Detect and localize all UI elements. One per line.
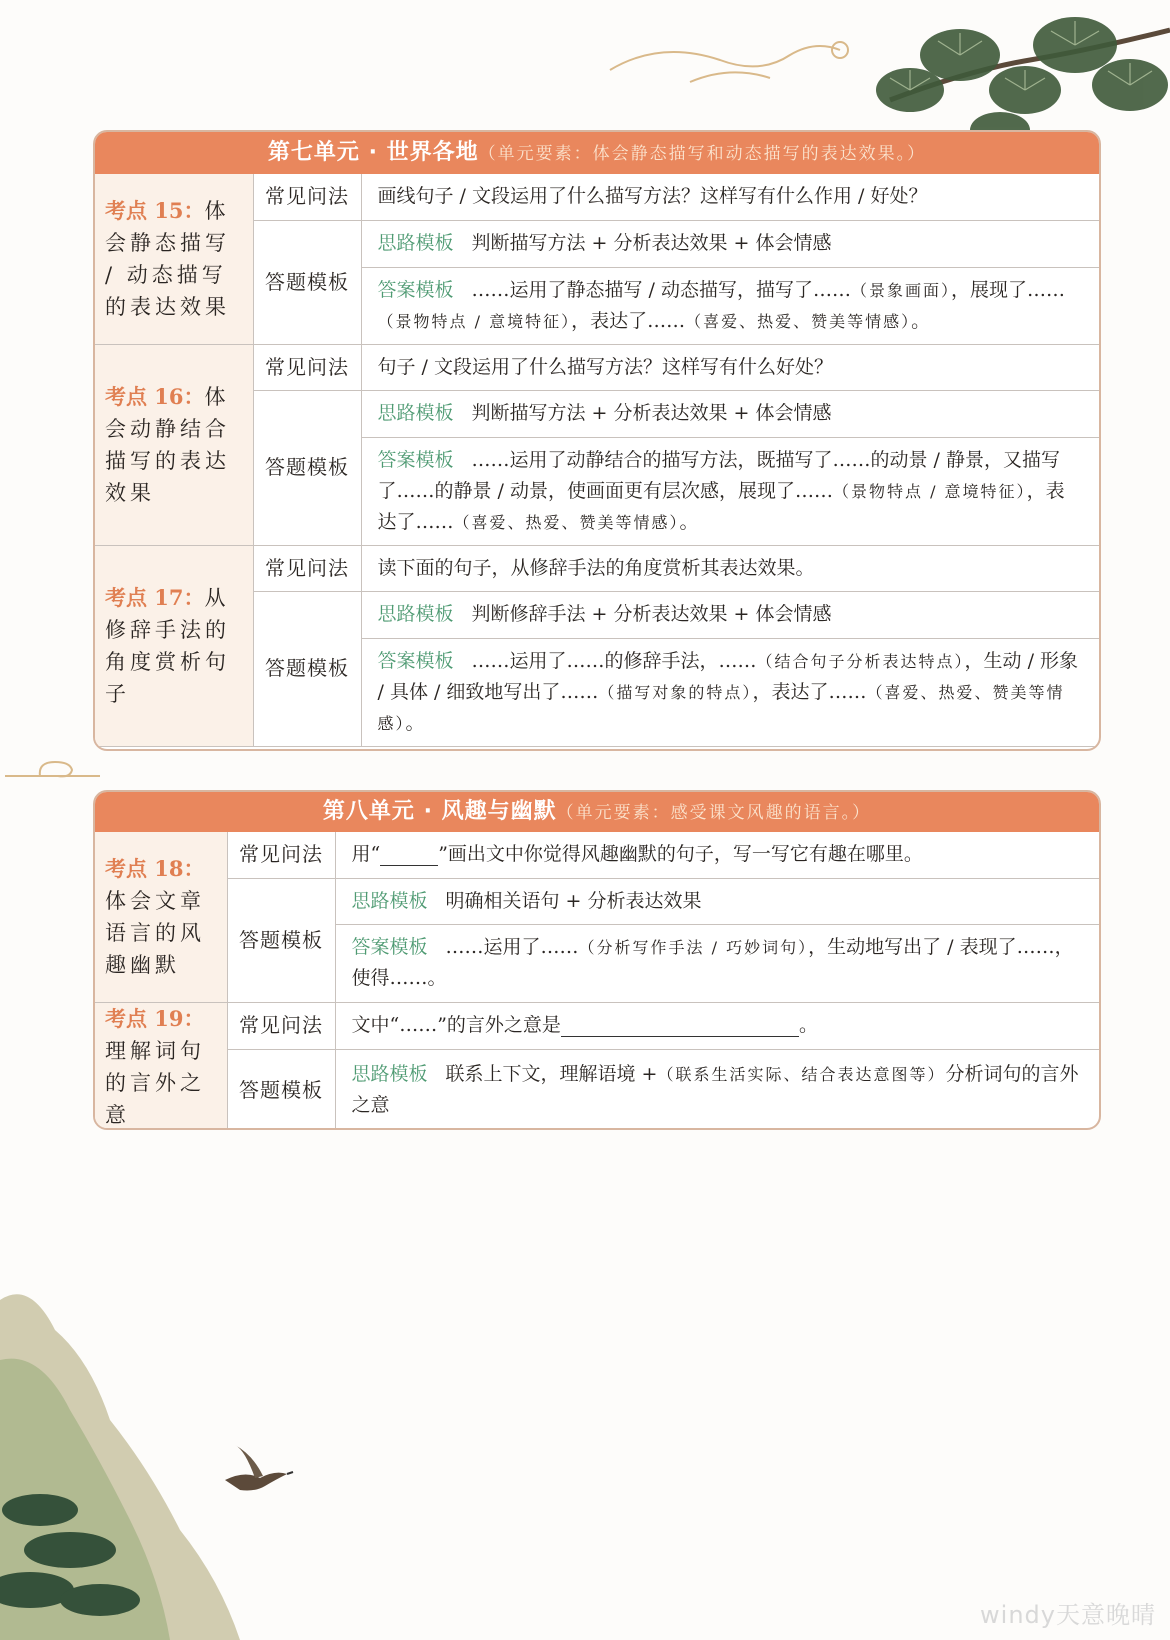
template-label: 答题模板: [253, 390, 361, 545]
unit7-panel: [93, 130, 1101, 751]
answer-note: （分析写作手法 / 巧妙词句）: [578, 938, 809, 957]
idea-template-label: 思路模板: [351, 889, 428, 912]
underline-blank: [561, 1016, 799, 1037]
answer-note: （景物特点 / 意境特征）: [832, 481, 1027, 501]
answer-template-row: [361, 267, 1099, 344]
question-label: 常见问法: [253, 545, 361, 591]
keypoint-18-name: 体会文章语言的风趣幽默: [105, 888, 205, 977]
keypoint-17: 考点 17：从修辞手法的角度赏析句子: [95, 545, 253, 746]
keypoint-19-name: 理解词句的言外之意: [105, 1038, 205, 1127]
watermark: windy天意晚晴: [980, 1601, 1156, 1629]
question-label: 常见问法: [253, 174, 361, 220]
answer-template-row: [335, 924, 1099, 1002]
underline-blank: [380, 845, 438, 866]
keypoint-16: 考点 16：体会动静结合描写的表达效果: [95, 344, 253, 545]
answer-text: ，展现了……: [951, 278, 1066, 301]
question-text: 句子 / 文段运用了什么描写方法？这样写有什么好处？: [361, 344, 1099, 390]
answer-text: ……运用了静态描写 / 动态描写，描写了……: [471, 278, 851, 301]
answer-note: （喜爱、热爱、赞美等情感）: [453, 512, 680, 532]
unit7-subtitle: （单元要素：体会静态描写和动态描写的表达效果。）: [478, 144, 927, 164]
unit8-subtitle: （单元要素：感受课文风趣的语言。）: [556, 803, 872, 823]
question-label: 常见问法: [227, 1002, 335, 1050]
answer-note: （描写对象的特点）: [598, 682, 753, 702]
question-text: 读下面的句子，从修辞手法的角度赏析其表达效果。: [361, 545, 1099, 591]
question-part: 用“: [351, 843, 381, 866]
answer-template-row: [361, 437, 1099, 545]
idea-template-text: 判断修辞手法 + 分析表达效果 + 体会情感: [471, 603, 832, 625]
question-text: [335, 832, 1099, 878]
unit7-table: [95, 174, 1099, 747]
question-part: ”画出文中你觉得风趣幽默的句子，写一写它有趣在哪里。: [438, 843, 923, 866]
idea-template-row: [335, 1050, 1099, 1130]
crane-bird-icon: [215, 1440, 295, 1510]
idea-template-row: [335, 878, 1099, 924]
idea-template-label: 思路模板: [377, 402, 454, 424]
cloud-swirl-icon: [0, 752, 120, 788]
answer-note: （结合句子分析表达特点）: [756, 651, 965, 671]
answer-text: ……运用了动静结合的描写方法，既描写了……的动景 / 静景，又描写了……的静景 / 动景，使画面更有层次感，展现了……: [377, 448, 1060, 502]
unit8-panel: [93, 790, 1101, 1130]
answer-text: 。: [911, 309, 931, 332]
answer-text: 。: [679, 510, 699, 533]
keypoint-15: 考点 15：体会静态描写 / 动态描写的表达效果: [95, 174, 253, 344]
cloud-swirl-icon: [600, 20, 860, 100]
idea-template-text: 判断描写方法 + 分析表达效果 + 体会情感: [471, 232, 832, 254]
idea-template-row: [361, 390, 1099, 437]
idea-template-label: 思路模板: [377, 232, 454, 254]
question-label: 常见问法: [227, 832, 335, 878]
keypoint-15-name: 体会静态描写 / 动态描写的表达效果: [105, 198, 230, 319]
question-text: 画线句子 / 文段运用了什么描写方法？这样写有什么作用 / 好处？: [361, 174, 1099, 220]
idea-text: 联系上下文，理解语境 +: [445, 1063, 658, 1086]
question-part: 文中“……”的言外之意是: [351, 1014, 561, 1037]
idea-template-text: 判断描写方法 + 分析表达效果 + 体会情感: [471, 402, 832, 424]
unit8-title: 第八单元 · 风趣与幽默: [322, 799, 557, 824]
answer-note: （景物特点 / 意境特征）: [377, 311, 572, 331]
answer-text: ，生动 / 形象 / 具体 / 细致地写出了……: [377, 649, 1079, 703]
keypoint-17-name: 从修辞手法的角度赏析句子: [105, 585, 230, 706]
answer-template-row: [361, 638, 1099, 746]
template-label: 答题模板: [227, 1050, 335, 1130]
idea-note: （联系生活实际、结合表达意图等）: [657, 1065, 946, 1085]
answer-text: ，生动地写出了 / 表现了……，使得……。: [351, 936, 1074, 989]
answer-template-label: 答案模板: [351, 936, 428, 958]
keypoint-16-name: 体会动静结合描写的表达效果: [105, 384, 230, 505]
answer-template-label: 答案模板: [377, 278, 454, 301]
idea-template-label: 思路模板: [351, 1063, 428, 1086]
idea-template-row: [361, 591, 1099, 638]
answer-text: ，表达了……: [752, 680, 867, 703]
answer-template-label: 答案模板: [377, 448, 454, 471]
answer-note: （喜爱、热爱、赞美等情感）: [685, 311, 912, 331]
answer-note: （喜爱、热爱、赞美等情感）: [377, 682, 1065, 733]
idea-text: 分析词句的言外之意: [351, 1063, 1079, 1117]
unit8-table: [95, 832, 1099, 1130]
template-label: 答题模板: [253, 220, 361, 344]
unit8-header: [95, 792, 1099, 832]
answer-text: ，表达了……: [377, 479, 1065, 533]
unit7-header: [95, 132, 1099, 174]
answer-text: ……运用了……: [445, 936, 579, 958]
template-label: 答题模板: [253, 591, 361, 746]
answer-text: ，表达了……: [571, 309, 686, 332]
keypoint-19: 考点 19：理解词句的言外之意: [95, 1002, 227, 1130]
question-text: [335, 1002, 1099, 1050]
keypoint-18: 考点 18：体会文章语言的风趣幽默: [95, 832, 227, 1002]
unit7-title: 第七单元 · 世界各地: [267, 140, 479, 165]
question-label: 常见问法: [253, 344, 361, 390]
idea-template-label: 思路模板: [377, 603, 454, 625]
answer-text: 。: [405, 711, 425, 734]
answer-template-label: 答案模板: [377, 649, 454, 672]
answer-note: （景象画面）: [851, 280, 952, 300]
question-part: 。: [798, 1014, 818, 1037]
answer-text: ……运用了……的修辞手法，……: [471, 649, 757, 672]
idea-template-text: 明确相关语句 + 分析表达效果: [445, 889, 702, 912]
template-label: 答题模板: [227, 878, 335, 1002]
idea-template-row: [361, 220, 1099, 267]
